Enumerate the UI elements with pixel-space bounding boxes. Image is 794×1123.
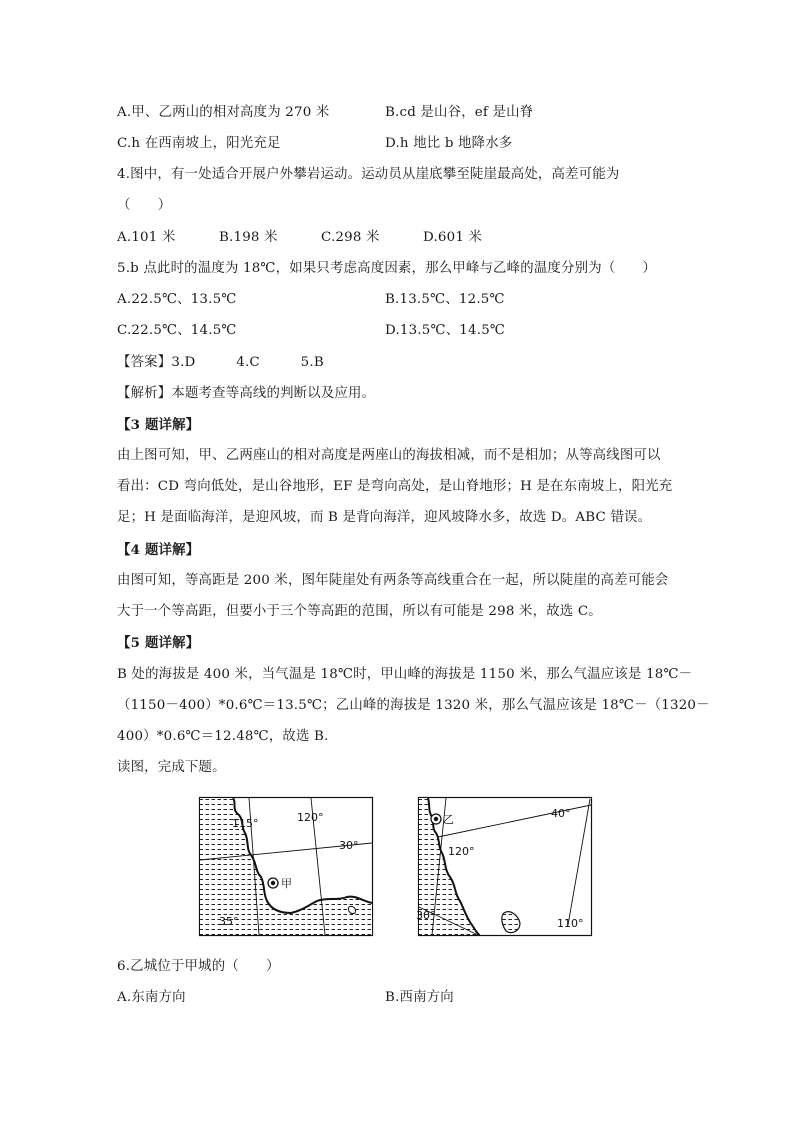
q5-option-a: A.22.5℃、13.5℃ bbox=[117, 292, 237, 307]
detail3-line3: 足；H 是面临海洋，是迎风坡，而 B 是背向海洋，迎风坡降水多，故选 D。ABC 错误。 bbox=[117, 510, 652, 525]
q4-stem-bracket: （ ） bbox=[117, 198, 172, 213]
answer-line: 【答案】3.D 4.C 5.B bbox=[117, 355, 324, 370]
q6-stem: 6.乙城位于甲城的（ ） bbox=[117, 959, 280, 974]
detail4-heading: 【4 题详解】 bbox=[117, 542, 200, 558]
label-lat30: 30° bbox=[416, 909, 436, 922]
city-jia-label: 甲 bbox=[281, 877, 292, 890]
q5-option-b: B.13.5℃、12.5℃ bbox=[385, 292, 505, 307]
analysis-line: 【解析】本题考查等高线的判断以及应用。 bbox=[117, 386, 376, 401]
detail5-heading: 【5 题详解】 bbox=[117, 635, 200, 651]
detail5-line2: （1150－400）*0.6℃＝13.5℃；乙山峰的海拔是 1320 米，那么气温应该是 18℃－（1320－ bbox=[117, 698, 710, 713]
label-lon110: 110° bbox=[557, 917, 584, 930]
q5-option-c: C.22.5℃、14.5℃ bbox=[117, 323, 237, 338]
label-lat35: 35° bbox=[219, 915, 239, 928]
label-lat30: 30° bbox=[339, 839, 359, 852]
q4-option-b: B.198 米 bbox=[219, 230, 278, 245]
q4-option-a: A.101 米 bbox=[117, 230, 176, 245]
label-lon120: 120° bbox=[448, 845, 475, 858]
detail5-line3: 400）*0.6℃＝12.48℃，故选 B. bbox=[117, 729, 329, 744]
map-left bbox=[199, 797, 373, 936]
q3-option-a: A.甲、乙两山的相对高度为 270 米 bbox=[117, 105, 330, 120]
detail3-line2: 看出：CD 弯向低处，是山谷地形，EF 是弯向高处，是山脊地形；H 是在东南坡上，阳光充 bbox=[117, 479, 673, 494]
q3-option-c: C.h 在西南坡上，阳光充足 bbox=[117, 136, 281, 151]
read-figure-prompt: 读图，完成下题。 bbox=[117, 760, 226, 775]
q4-stem: 4.图中，有一处适合开展户外攀岩运动。运动员从崖底攀至陡崖最高处，高差可能为 bbox=[117, 167, 620, 182]
detail3-line1: 由上图可知，甲、乙两座山的相对高度是两座山的海拔相减，而不是相加；从等高线图可以 bbox=[117, 448, 661, 463]
q6-option-a: A.东南方向 bbox=[117, 990, 186, 1005]
label-lon115: 115° bbox=[232, 817, 259, 830]
detail5-line1: B 处的海拔是 400 米，当气温是 18℃时，甲山峰的海拔是 1150 米，那么气温应该是 18℃－ bbox=[117, 667, 693, 682]
label-lon120: 120° bbox=[297, 811, 324, 824]
detail3-heading: 【3 题详解】 bbox=[117, 417, 200, 433]
q6-option-b: B.西南方向 bbox=[385, 990, 454, 1005]
q5-stem: 5.b 点此时的温度为 18℃，如果只考虑高度因素，那么甲峰与乙峰的温度分别为（ ） bbox=[117, 261, 657, 276]
label-lat40: 40° bbox=[551, 807, 571, 820]
q4-option-c: C.298 米 bbox=[321, 230, 380, 245]
detail4-line1: 由图可知，等高距是 200 米，图年陡崖处有两条等高线重合在一起，所以陡崖的高差可能会 bbox=[117, 573, 669, 588]
q4-option-d: D.601 米 bbox=[423, 230, 483, 245]
city-yi-label: 乙 bbox=[443, 813, 454, 826]
q5-option-d: D.13.5℃、14.5℃ bbox=[385, 323, 506, 338]
q3-option-b: B.cd 是山谷，ef 是山脊 bbox=[385, 105, 534, 120]
map-right bbox=[418, 797, 592, 936]
detail4-line2: 大于一个等高距，但要小于三个等高距的范围，所以有可能是 298 米，故选 C。 bbox=[117, 604, 602, 619]
q3-option-d: D.h 地比 b 地降水多 bbox=[385, 136, 513, 151]
map-left-island bbox=[348, 906, 355, 913]
